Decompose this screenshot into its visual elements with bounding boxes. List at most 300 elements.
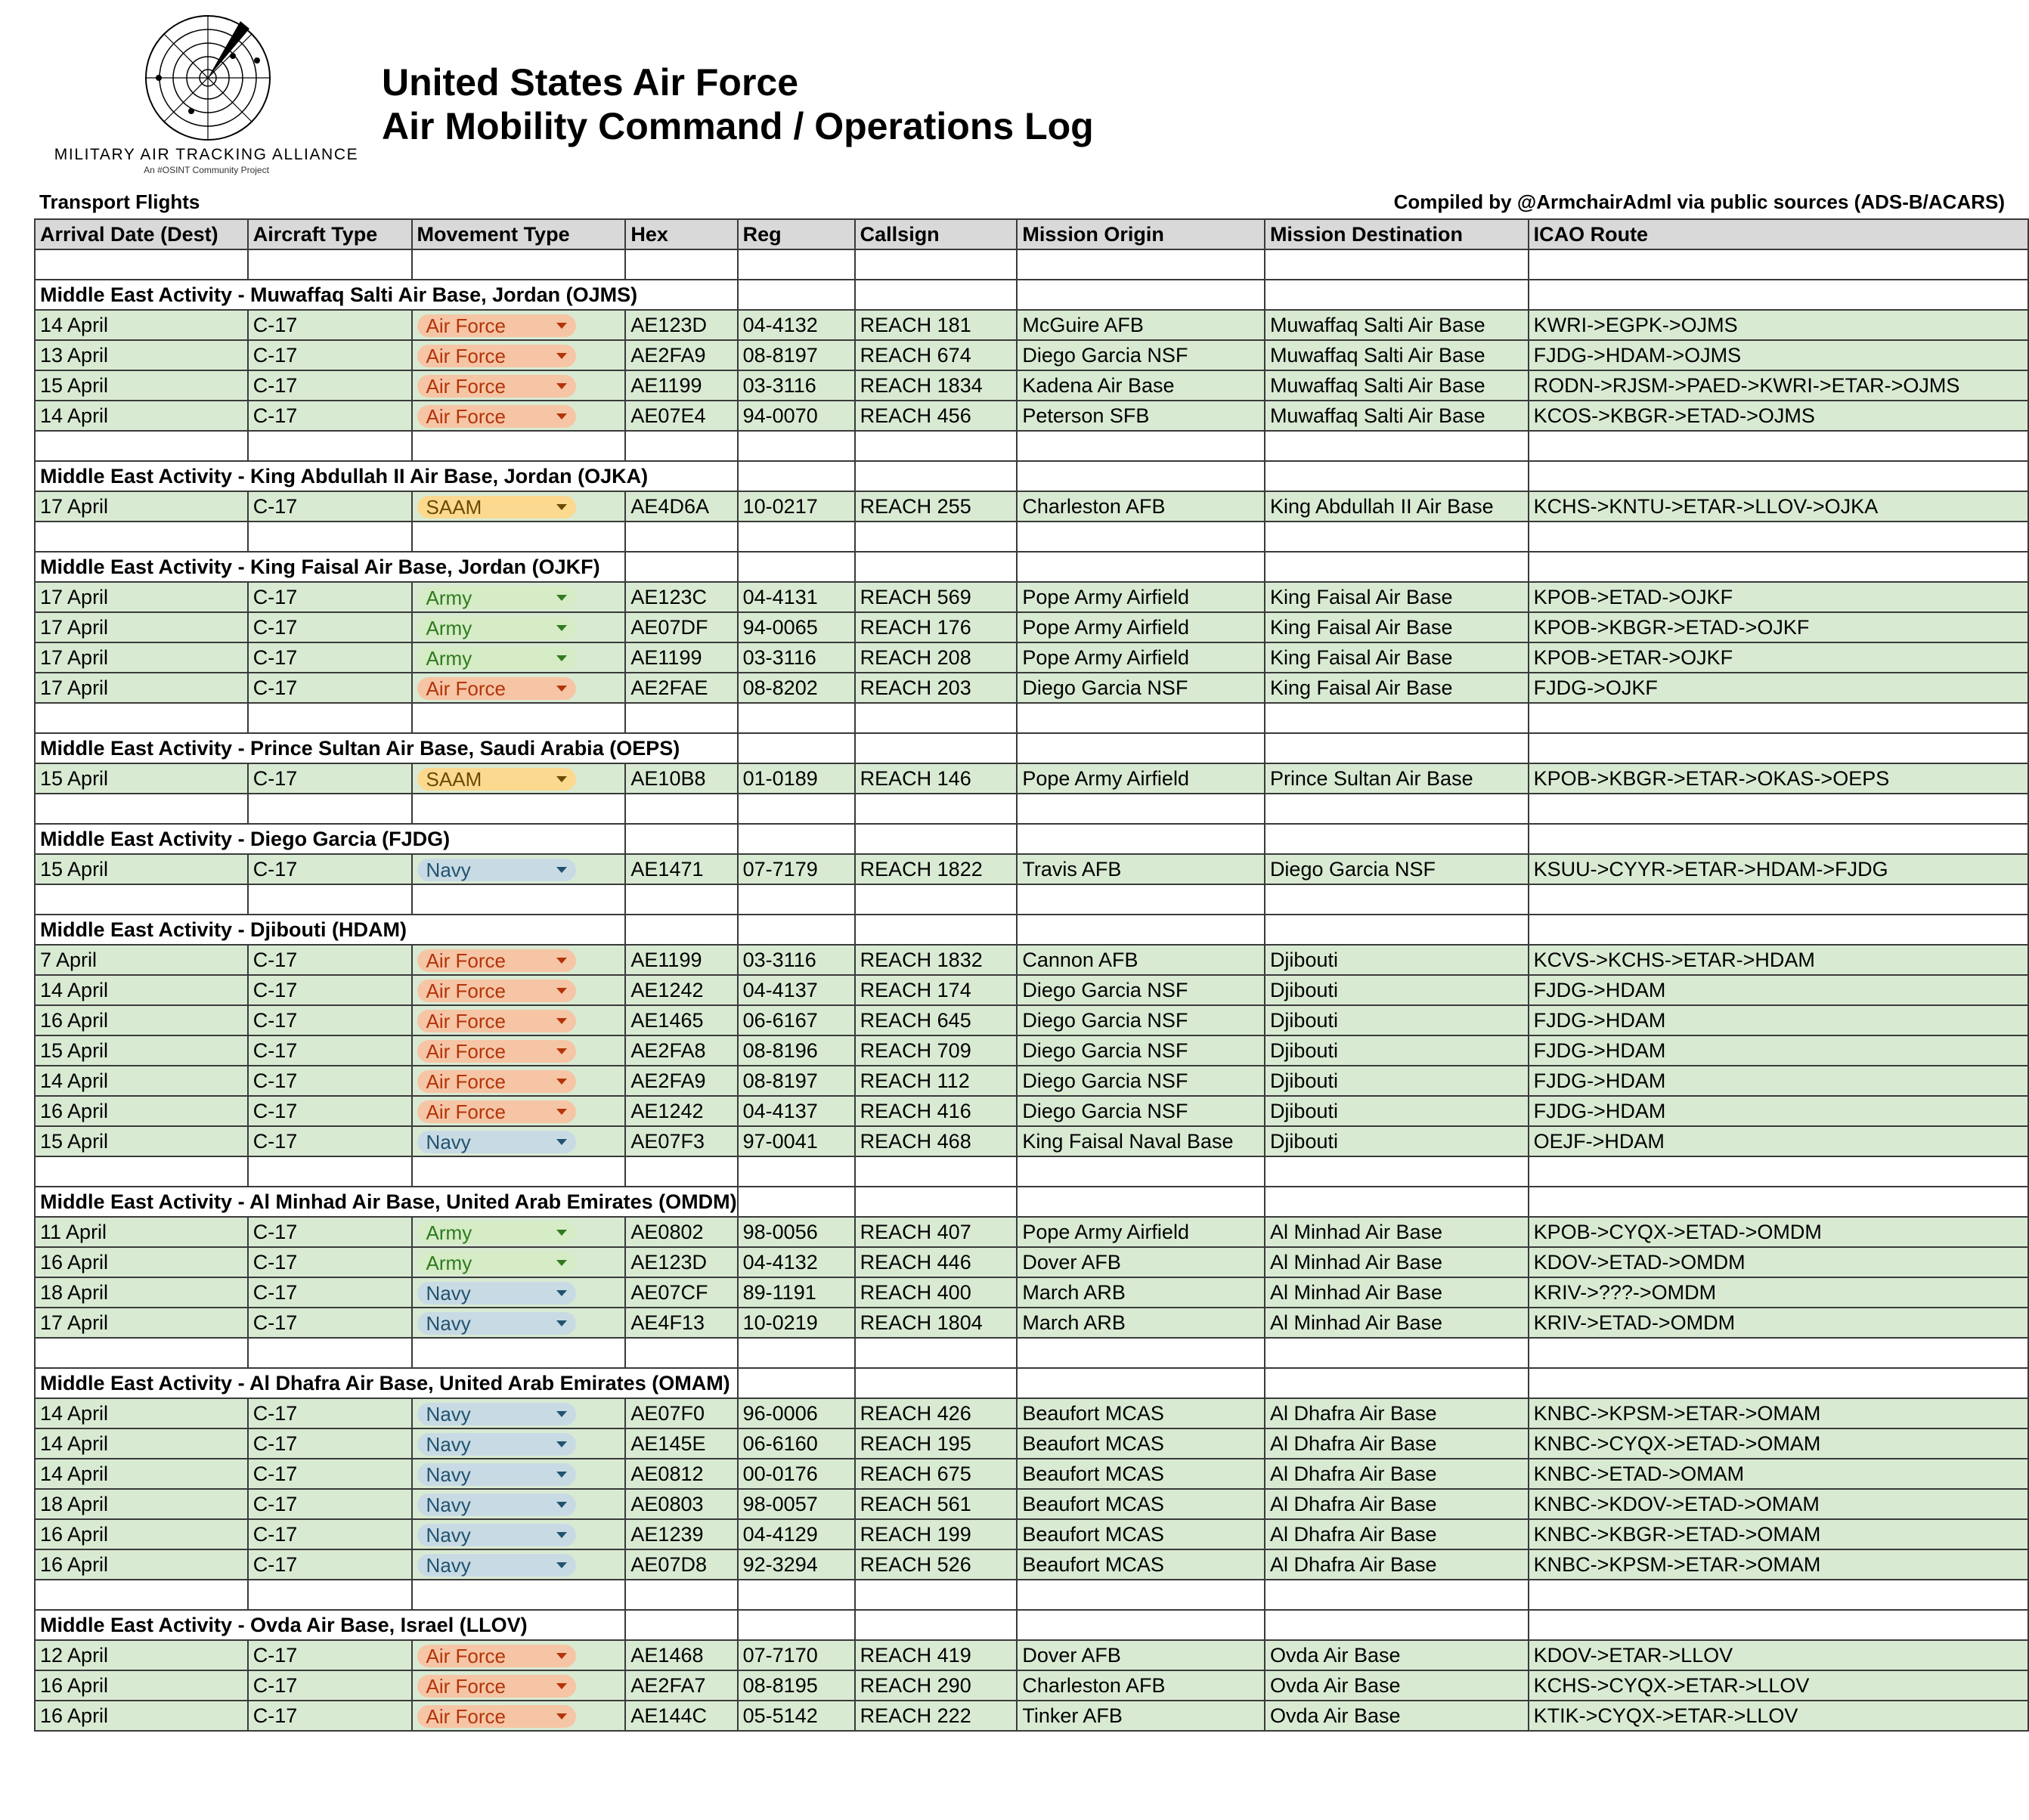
mission-origin-cell[interactable]: Diego Garcia NSF xyxy=(1017,1096,1265,1126)
icao-route-cell[interactable]: FJDG->HDAM xyxy=(1529,1005,2028,1035)
empty-cell[interactable] xyxy=(855,794,1018,824)
movement-type-dropdown[interactable] xyxy=(417,1010,576,1032)
movement-type-cell[interactable] xyxy=(412,1126,626,1156)
mission-origin-cell[interactable]: Pope Army Airfield xyxy=(1017,582,1265,612)
hex-cell[interactable]: AE07D8 xyxy=(625,1549,737,1580)
hex-cell[interactable]: AE1242 xyxy=(625,975,737,1005)
movement-type-dropdown[interactable] xyxy=(417,1282,576,1305)
reg-cell[interactable]: 00-0176 xyxy=(738,1459,855,1489)
mission-origin-cell[interactable]: Cannon AFB xyxy=(1017,945,1265,975)
movement-type-dropdown[interactable] xyxy=(417,1554,576,1577)
empty-cell[interactable] xyxy=(1529,552,2028,582)
mission-origin-cell[interactable]: Pope Army Airfield xyxy=(1017,642,1265,673)
empty-cell[interactable] xyxy=(625,1580,737,1610)
movement-type-dropdown[interactable] xyxy=(417,1403,576,1425)
icao-route-cell[interactable]: KSUU->CYYR->ETAR->HDAM->FJDG xyxy=(1529,854,2028,884)
reg-cell[interactable]: 10-0219 xyxy=(738,1308,855,1338)
mission-destination-cell[interactable]: Al Minhad Air Base xyxy=(1265,1247,1529,1277)
arrival-date-cell[interactable]: 18 April xyxy=(35,1277,248,1308)
reg-cell[interactable]: 01-0189 xyxy=(738,763,855,794)
callsign-cell[interactable]: REACH 222 xyxy=(855,1701,1018,1731)
movement-type-dropdown[interactable] xyxy=(417,587,576,609)
arrival-date-cell[interactable]: 17 April xyxy=(35,642,248,673)
movement-type-cell[interactable] xyxy=(412,1701,626,1731)
hex-cell[interactable]: AE2FAE xyxy=(625,673,737,703)
icao-route-cell[interactable]: FJDG->HDAM xyxy=(1529,975,2028,1005)
reg-cell[interactable]: 08-8197 xyxy=(738,340,855,370)
callsign-cell[interactable]: REACH 1822 xyxy=(855,854,1018,884)
arrival-date-cell[interactable]: 17 April xyxy=(35,582,248,612)
aircraft-type-cell[interactable]: C-17 xyxy=(248,1428,412,1459)
empty-cell[interactable] xyxy=(855,461,1018,491)
arrival-date-cell[interactable]: 11 April xyxy=(35,1217,248,1247)
movement-type-cell[interactable] xyxy=(412,1670,626,1701)
empty-cell[interactable] xyxy=(738,1156,855,1187)
arrival-date-cell[interactable]: 15 April xyxy=(35,1035,248,1066)
empty-cell[interactable] xyxy=(1017,461,1265,491)
aircraft-type-cell[interactable]: C-17 xyxy=(248,1489,412,1519)
mission-origin-cell[interactable]: March ARB xyxy=(1017,1308,1265,1338)
mission-destination-cell[interactable]: King Faisal Air Base xyxy=(1265,642,1529,673)
empty-cell[interactable] xyxy=(35,703,248,733)
empty-cell[interactable] xyxy=(1017,280,1265,310)
callsign-cell[interactable]: REACH 195 xyxy=(855,1428,1018,1459)
empty-cell[interactable] xyxy=(738,884,855,915)
arrival-date-cell[interactable]: 17 April xyxy=(35,612,248,642)
empty-cell[interactable] xyxy=(248,794,412,824)
icao-route-cell[interactable]: OEJF->HDAM xyxy=(1529,1126,2028,1156)
hex-cell[interactable]: AE07E4 xyxy=(625,401,737,431)
empty-cell[interactable] xyxy=(1265,431,1529,461)
empty-cell[interactable] xyxy=(1017,703,1265,733)
arrival-date-cell[interactable]: 14 April xyxy=(35,1066,248,1096)
movement-type-cell[interactable] xyxy=(412,763,626,794)
empty-cell[interactable] xyxy=(1017,1580,1265,1610)
aircraft-type-cell[interactable]: C-17 xyxy=(248,975,412,1005)
movement-type-cell[interactable] xyxy=(412,1398,626,1428)
mission-origin-cell[interactable]: March ARB xyxy=(1017,1277,1265,1308)
mission-origin-cell[interactable]: Kadena Air Base xyxy=(1017,370,1265,401)
movement-type-cell[interactable] xyxy=(412,491,626,522)
icao-route-cell[interactable]: FJDG->OJKF xyxy=(1529,673,2028,703)
movement-type-cell[interactable] xyxy=(412,1066,626,1096)
empty-cell[interactable] xyxy=(1529,249,2028,280)
empty-cell[interactable] xyxy=(855,1368,1018,1398)
arrival-date-cell[interactable]: 17 April xyxy=(35,1308,248,1338)
mission-origin-cell[interactable]: Diego Garcia NSF xyxy=(1017,340,1265,370)
empty-cell[interactable] xyxy=(1017,249,1265,280)
hex-cell[interactable]: AE1199 xyxy=(625,945,737,975)
arrival-date-cell[interactable]: 17 April xyxy=(35,673,248,703)
reg-cell[interactable]: 08-8195 xyxy=(738,1670,855,1701)
callsign-cell[interactable]: REACH 645 xyxy=(855,1005,1018,1035)
mission-origin-cell[interactable]: Pope Army Airfield xyxy=(1017,612,1265,642)
movement-type-cell[interactable] xyxy=(412,1519,626,1549)
reg-cell[interactable]: 07-7170 xyxy=(738,1640,855,1670)
movement-type-dropdown[interactable] xyxy=(417,768,576,791)
empty-cell[interactable] xyxy=(738,703,855,733)
empty-cell[interactable] xyxy=(855,884,1018,915)
reg-cell[interactable]: 04-4132 xyxy=(738,310,855,340)
arrival-date-cell[interactable]: 16 April xyxy=(35,1247,248,1277)
aircraft-type-cell[interactable]: C-17 xyxy=(248,1308,412,1338)
reg-cell[interactable]: 06-6167 xyxy=(738,1005,855,1035)
callsign-cell[interactable]: REACH 255 xyxy=(855,491,1018,522)
arrival-date-cell[interactable]: 14 April xyxy=(35,975,248,1005)
arrival-date-cell[interactable]: 16 April xyxy=(35,1519,248,1549)
mission-destination-cell[interactable]: Djibouti xyxy=(1265,1005,1529,1035)
movement-type-cell[interactable] xyxy=(412,1549,626,1580)
hex-cell[interactable]: AE07CF xyxy=(625,1277,737,1308)
movement-type-cell[interactable] xyxy=(412,1005,626,1035)
empty-cell[interactable] xyxy=(855,1187,1018,1217)
movement-type-dropdown[interactable] xyxy=(417,1070,576,1093)
arrival-date-cell[interactable]: 12 April xyxy=(35,1640,248,1670)
mission-destination-cell[interactable]: Al Dhafra Air Base xyxy=(1265,1519,1529,1549)
empty-cell[interactable] xyxy=(35,1338,248,1368)
mission-origin-cell[interactable]: Charleston AFB xyxy=(1017,1670,1265,1701)
empty-cell[interactable] xyxy=(1017,733,1265,763)
empty-cell[interactable] xyxy=(35,794,248,824)
aircraft-type-cell[interactable]: C-17 xyxy=(248,1640,412,1670)
hex-cell[interactable]: AE1471 xyxy=(625,854,737,884)
reg-cell[interactable]: 07-7179 xyxy=(738,854,855,884)
callsign-cell[interactable]: REACH 446 xyxy=(855,1247,1018,1277)
arrival-date-cell[interactable]: 14 April xyxy=(35,401,248,431)
icao-route-cell[interactable]: RODN->RJSM->PAED->KWRI->ETAR->OJMS xyxy=(1529,370,2028,401)
arrival-date-cell[interactable]: 15 April xyxy=(35,854,248,884)
empty-cell[interactable] xyxy=(1529,280,2028,310)
empty-cell[interactable] xyxy=(1265,1156,1529,1187)
icao-route-cell[interactable]: KNBC->KBGR->ETAD->OMAM xyxy=(1529,1519,2028,1549)
icao-route-cell[interactable]: KCVS->KCHS->ETAR->HDAM xyxy=(1529,945,2028,975)
mission-destination-cell[interactable]: Prince Sultan Air Base xyxy=(1265,763,1529,794)
hex-cell[interactable]: AE1242 xyxy=(625,1096,737,1126)
icao-route-cell[interactable]: KWRI->EGPK->OJMS xyxy=(1529,310,2028,340)
mission-destination-cell[interactable]: Al Minhad Air Base xyxy=(1265,1217,1529,1247)
empty-cell[interactable] xyxy=(1265,1580,1529,1610)
callsign-cell[interactable]: REACH 569 xyxy=(855,582,1018,612)
empty-cell[interactable] xyxy=(1265,1187,1529,1217)
hex-cell[interactable]: AE1199 xyxy=(625,370,737,401)
movement-type-dropdown[interactable] xyxy=(417,1463,576,1486)
reg-cell[interactable]: 04-4132 xyxy=(738,1247,855,1277)
empty-cell[interactable] xyxy=(412,884,626,915)
mission-destination-cell[interactable]: Muwaffaq Salti Air Base xyxy=(1265,401,1529,431)
arrival-date-cell[interactable]: 15 April xyxy=(35,370,248,401)
movement-type-dropdown[interactable] xyxy=(417,1252,576,1274)
movement-type-dropdown[interactable] xyxy=(417,677,576,700)
icao-route-cell[interactable]: KRIV->ETAD->OMDM xyxy=(1529,1308,2028,1338)
mission-destination-cell[interactable]: King Faisal Air Base xyxy=(1265,582,1529,612)
mission-origin-cell[interactable]: Beaufort MCAS xyxy=(1017,1549,1265,1580)
mission-destination-cell[interactable]: Al Dhafra Air Base xyxy=(1265,1459,1529,1489)
empty-cell[interactable] xyxy=(248,522,412,552)
empty-cell[interactable] xyxy=(625,249,737,280)
empty-cell[interactable] xyxy=(248,1580,412,1610)
callsign-cell[interactable]: REACH 456 xyxy=(855,401,1018,431)
aircraft-type-cell[interactable]: C-17 xyxy=(248,1459,412,1489)
icao-route-cell[interactable]: KDOV->ETAD->OMDM xyxy=(1529,1247,2028,1277)
movement-type-dropdown[interactable] xyxy=(417,1100,576,1123)
arrival-date-cell[interactable]: 7 April xyxy=(35,945,248,975)
icao-route-cell[interactable]: FJDG->HDAM->OJMS xyxy=(1529,340,2028,370)
empty-cell[interactable] xyxy=(625,794,737,824)
aircraft-type-cell[interactable]: C-17 xyxy=(248,673,412,703)
reg-cell[interactable]: 98-0056 xyxy=(738,1217,855,1247)
empty-cell[interactable] xyxy=(1017,884,1265,915)
col-header-callsign[interactable]: Callsign xyxy=(855,219,1018,249)
mission-destination-cell[interactable]: Ovda Air Base xyxy=(1265,1701,1529,1731)
empty-cell[interactable] xyxy=(35,522,248,552)
hex-cell[interactable]: AE07DF xyxy=(625,612,737,642)
hex-cell[interactable]: AE07F3 xyxy=(625,1126,737,1156)
empty-cell[interactable] xyxy=(855,915,1018,945)
mission-destination-cell[interactable]: Al Dhafra Air Base xyxy=(1265,1428,1529,1459)
reg-cell[interactable]: 04-4131 xyxy=(738,582,855,612)
movement-type-dropdown[interactable] xyxy=(417,496,576,518)
empty-cell[interactable] xyxy=(738,794,855,824)
mission-origin-cell[interactable]: McGuire AFB xyxy=(1017,310,1265,340)
movement-type-cell[interactable] xyxy=(412,370,626,401)
empty-cell[interactable] xyxy=(738,733,855,763)
mission-origin-cell[interactable]: King Faisal Naval Base xyxy=(1017,1126,1265,1156)
empty-cell[interactable] xyxy=(1529,794,2028,824)
empty-cell[interactable] xyxy=(1529,1156,2028,1187)
movement-type-cell[interactable] xyxy=(412,1459,626,1489)
callsign-cell[interactable]: REACH 199 xyxy=(855,1519,1018,1549)
empty-cell[interactable] xyxy=(1017,552,1265,582)
empty-cell[interactable] xyxy=(248,1156,412,1187)
movement-type-cell[interactable] xyxy=(412,340,626,370)
empty-cell[interactable] xyxy=(738,1368,855,1398)
empty-cell[interactable] xyxy=(738,280,855,310)
icao-route-cell[interactable]: KCOS->KBGR->ETAD->OJMS xyxy=(1529,401,2028,431)
hex-cell[interactable]: AE4F13 xyxy=(625,1308,737,1338)
section-title[interactable]: Middle East Activity - Diego Garcia (FJDG) xyxy=(35,824,625,854)
aircraft-type-cell[interactable]: C-17 xyxy=(248,1519,412,1549)
empty-cell[interactable] xyxy=(1529,522,2028,552)
movement-type-dropdown[interactable] xyxy=(417,1312,576,1335)
empty-cell[interactable] xyxy=(855,824,1018,854)
empty-cell[interactable] xyxy=(738,552,855,582)
hex-cell[interactable]: AE1199 xyxy=(625,642,737,673)
empty-cell[interactable] xyxy=(1529,884,2028,915)
icao-route-cell[interactable]: KNBC->KPSM->ETAR->OMAM xyxy=(1529,1398,2028,1428)
movement-type-cell[interactable] xyxy=(412,612,626,642)
empty-cell[interactable] xyxy=(1265,1610,1529,1640)
callsign-cell[interactable]: REACH 1834 xyxy=(855,370,1018,401)
movement-type-cell[interactable] xyxy=(412,1308,626,1338)
empty-cell[interactable] xyxy=(625,824,737,854)
aircraft-type-cell[interactable]: C-17 xyxy=(248,582,412,612)
empty-cell[interactable] xyxy=(1017,1156,1265,1187)
mission-destination-cell[interactable]: Djibouti xyxy=(1265,1126,1529,1156)
section-title[interactable]: Middle East Activity - King Faisal Air Base, Jordan (OJKF) xyxy=(35,552,625,582)
arrival-date-cell[interactable]: 14 April xyxy=(35,1428,248,1459)
mission-origin-cell[interactable]: Beaufort MCAS xyxy=(1017,1459,1265,1489)
movement-type-cell[interactable] xyxy=(412,673,626,703)
empty-cell[interactable] xyxy=(1529,461,2028,491)
empty-cell[interactable] xyxy=(855,733,1018,763)
callsign-cell[interactable]: REACH 181 xyxy=(855,310,1018,340)
aircraft-type-cell[interactable]: C-17 xyxy=(248,1126,412,1156)
empty-cell[interactable] xyxy=(1017,915,1265,945)
icao-route-cell[interactable]: KNBC->CYQX->ETAD->OMAM xyxy=(1529,1428,2028,1459)
empty-cell[interactable] xyxy=(412,794,626,824)
mission-destination-cell[interactable]: Muwaffaq Salti Air Base xyxy=(1265,340,1529,370)
empty-cell[interactable] xyxy=(1265,794,1529,824)
mission-origin-cell[interactable]: Beaufort MCAS xyxy=(1017,1519,1265,1549)
reg-cell[interactable]: 03-3116 xyxy=(738,642,855,673)
reg-cell[interactable]: 03-3116 xyxy=(738,945,855,975)
empty-cell[interactable] xyxy=(738,522,855,552)
empty-cell[interactable] xyxy=(1017,1187,1265,1217)
empty-cell[interactable] xyxy=(248,703,412,733)
movement-type-cell[interactable] xyxy=(412,1489,626,1519)
reg-cell[interactable]: 04-4129 xyxy=(738,1519,855,1549)
aircraft-type-cell[interactable]: C-17 xyxy=(248,370,412,401)
empty-cell[interactable] xyxy=(412,703,626,733)
mission-origin-cell[interactable]: Dover AFB xyxy=(1017,1640,1265,1670)
icao-route-cell[interactable]: KPOB->CYQX->ETAD->OMDM xyxy=(1529,1217,2028,1247)
mission-destination-cell[interactable]: Al Dhafra Air Base xyxy=(1265,1398,1529,1428)
callsign-cell[interactable]: REACH 426 xyxy=(855,1398,1018,1428)
arrival-date-cell[interactable]: 17 April xyxy=(35,491,248,522)
hex-cell[interactable]: AE123D xyxy=(625,310,737,340)
mission-destination-cell[interactable]: Djibouti xyxy=(1265,1096,1529,1126)
mission-destination-cell[interactable]: Ovda Air Base xyxy=(1265,1670,1529,1701)
mission-destination-cell[interactable]: Al Minhad Air Base xyxy=(1265,1308,1529,1338)
empty-cell[interactable] xyxy=(625,703,737,733)
empty-cell[interactable] xyxy=(35,249,248,280)
callsign-cell[interactable]: REACH 419 xyxy=(855,1640,1018,1670)
movement-type-dropdown[interactable] xyxy=(417,617,576,639)
aircraft-type-cell[interactable]: C-17 xyxy=(248,1066,412,1096)
icao-route-cell[interactable]: KPOB->ETAD->OJKF xyxy=(1529,582,2028,612)
arrival-date-cell[interactable]: 16 April xyxy=(35,1701,248,1731)
empty-cell[interactable] xyxy=(248,431,412,461)
movement-type-dropdown[interactable] xyxy=(417,859,576,881)
reg-cell[interactable]: 08-8196 xyxy=(738,1035,855,1066)
callsign-cell[interactable]: REACH 1832 xyxy=(855,945,1018,975)
empty-cell[interactable] xyxy=(35,1156,248,1187)
movement-type-cell[interactable] xyxy=(412,945,626,975)
section-title[interactable]: Middle East Activity - Ovda Air Base, Israel (LLOV) xyxy=(35,1610,625,1640)
arrival-date-cell[interactable]: 16 April xyxy=(35,1096,248,1126)
reg-cell[interactable]: 08-8202 xyxy=(738,673,855,703)
empty-cell[interactable] xyxy=(1265,552,1529,582)
hex-cell[interactable]: AE1239 xyxy=(625,1519,737,1549)
section-title[interactable]: Middle East Activity - King Abdullah II Air Base, Jordan (OJKA) xyxy=(35,461,738,491)
mission-destination-cell[interactable]: Al Minhad Air Base xyxy=(1265,1277,1529,1308)
arrival-date-cell[interactable]: 14 April xyxy=(35,310,248,340)
hex-cell[interactable]: AE4D6A xyxy=(625,491,737,522)
icao-route-cell[interactable]: KNBC->ETAD->OMAM xyxy=(1529,1459,2028,1489)
empty-cell[interactable] xyxy=(35,1580,248,1610)
reg-cell[interactable]: 89-1191 xyxy=(738,1277,855,1308)
icao-route-cell[interactable]: FJDG->HDAM xyxy=(1529,1035,2028,1066)
col-header-arrival-date[interactable]: Arrival Date (Dest) xyxy=(35,219,248,249)
empty-cell[interactable] xyxy=(855,1580,1018,1610)
callsign-cell[interactable]: REACH 146 xyxy=(855,763,1018,794)
empty-cell[interactable] xyxy=(412,1580,626,1610)
reg-cell[interactable]: 96-0006 xyxy=(738,1398,855,1428)
callsign-cell[interactable]: REACH 674 xyxy=(855,340,1018,370)
empty-cell[interactable] xyxy=(738,915,855,945)
icao-route-cell[interactable]: KRIV->???->OMDM xyxy=(1529,1277,2028,1308)
empty-cell[interactable] xyxy=(855,1156,1018,1187)
mission-origin-cell[interactable]: Diego Garcia NSF xyxy=(1017,1005,1265,1035)
mission-destination-cell[interactable]: Al Dhafra Air Base xyxy=(1265,1489,1529,1519)
movement-type-dropdown[interactable] xyxy=(417,1040,576,1063)
hex-cell[interactable]: AE2FA7 xyxy=(625,1670,737,1701)
mission-destination-cell[interactable]: Ovda Air Base xyxy=(1265,1640,1529,1670)
movement-type-cell[interactable] xyxy=(412,975,626,1005)
col-header-movement-type[interactable]: Movement Type xyxy=(412,219,626,249)
mission-destination-cell[interactable]: Djibouti xyxy=(1265,1066,1529,1096)
aircraft-type-cell[interactable]: C-17 xyxy=(248,1277,412,1308)
movement-type-cell[interactable] xyxy=(412,1217,626,1247)
icao-route-cell[interactable]: KNBC->KDOV->ETAD->OMAM xyxy=(1529,1489,2028,1519)
movement-type-cell[interactable] xyxy=(412,1640,626,1670)
aircraft-type-cell[interactable]: C-17 xyxy=(248,1701,412,1731)
empty-cell[interactable] xyxy=(738,249,855,280)
aircraft-type-cell[interactable]: C-17 xyxy=(248,1670,412,1701)
empty-cell[interactable] xyxy=(1017,522,1265,552)
empty-cell[interactable] xyxy=(625,552,737,582)
aircraft-type-cell[interactable]: C-17 xyxy=(248,763,412,794)
callsign-cell[interactable]: REACH 176 xyxy=(855,612,1018,642)
empty-cell[interactable] xyxy=(738,431,855,461)
mission-destination-cell[interactable]: Al Dhafra Air Base xyxy=(1265,1549,1529,1580)
col-header-icao-route[interactable]: ICAO Route xyxy=(1529,219,2028,249)
aircraft-type-cell[interactable]: C-17 xyxy=(248,642,412,673)
hex-cell[interactable]: AE2FA9 xyxy=(625,340,737,370)
empty-cell[interactable] xyxy=(625,915,737,945)
arrival-date-cell[interactable]: 16 April xyxy=(35,1549,248,1580)
aircraft-type-cell[interactable]: C-17 xyxy=(248,310,412,340)
empty-cell[interactable] xyxy=(1265,1338,1529,1368)
empty-cell[interactable] xyxy=(1265,915,1529,945)
section-title[interactable]: Middle East Activity - Djibouti (HDAM) xyxy=(35,915,625,945)
empty-cell[interactable] xyxy=(1265,522,1529,552)
empty-cell[interactable] xyxy=(1017,794,1265,824)
empty-cell[interactable] xyxy=(855,431,1018,461)
mission-destination-cell[interactable]: Djibouti xyxy=(1265,975,1529,1005)
arrival-date-cell[interactable]: 13 April xyxy=(35,340,248,370)
empty-cell[interactable] xyxy=(625,884,737,915)
movement-type-cell[interactable] xyxy=(412,310,626,340)
empty-cell[interactable] xyxy=(1529,1368,2028,1398)
empty-cell[interactable] xyxy=(855,1610,1018,1640)
aircraft-type-cell[interactable]: C-17 xyxy=(248,612,412,642)
empty-cell[interactable] xyxy=(1017,431,1265,461)
arrival-date-cell[interactable]: 16 April xyxy=(35,1670,248,1701)
icao-route-cell[interactable]: FJDG->HDAM xyxy=(1529,1066,2028,1096)
empty-cell[interactable] xyxy=(738,1338,855,1368)
hex-cell[interactable]: AE0802 xyxy=(625,1217,737,1247)
movement-type-dropdown[interactable] xyxy=(417,405,576,428)
icao-route-cell[interactable]: FJDG->HDAM xyxy=(1529,1096,2028,1126)
hex-cell[interactable]: AE123D xyxy=(625,1247,737,1277)
icao-route-cell[interactable]: KNBC->KPSM->ETAR->OMAM xyxy=(1529,1549,2028,1580)
movement-type-dropdown[interactable] xyxy=(417,375,576,398)
empty-cell[interactable] xyxy=(248,1338,412,1368)
callsign-cell[interactable]: REACH 561 xyxy=(855,1489,1018,1519)
empty-cell[interactable] xyxy=(738,824,855,854)
movement-type-dropdown[interactable] xyxy=(417,1675,576,1698)
